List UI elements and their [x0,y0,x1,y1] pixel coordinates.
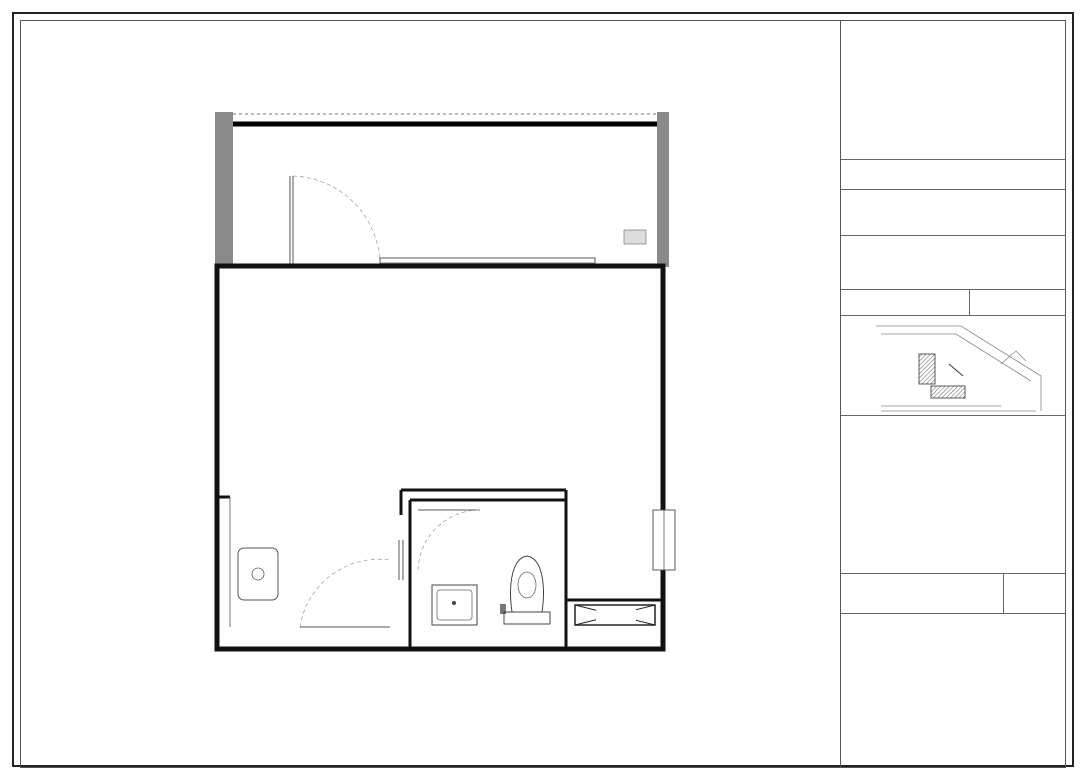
toilet [511,556,544,612]
terrace-right-column [657,112,669,267]
assunto-cell [841,236,1066,290]
terrace-left-column [215,112,233,267]
scale-cell [841,290,1066,316]
owner-cell [841,574,1066,614]
empreendimento-cell [841,160,1066,190]
endereco-cell [841,190,1066,236]
key-plan-cell [841,416,1066,574]
title-block [840,20,1065,768]
main-outline [217,266,663,649]
logo-cell [841,20,1066,160]
key-plan [886,459,1061,524]
map-building-1 [919,354,935,384]
location-map-cell [841,316,1066,416]
sink [432,585,477,625]
map-building-2 [931,386,965,398]
location-map [841,316,1066,416]
washing-machine [238,548,278,600]
